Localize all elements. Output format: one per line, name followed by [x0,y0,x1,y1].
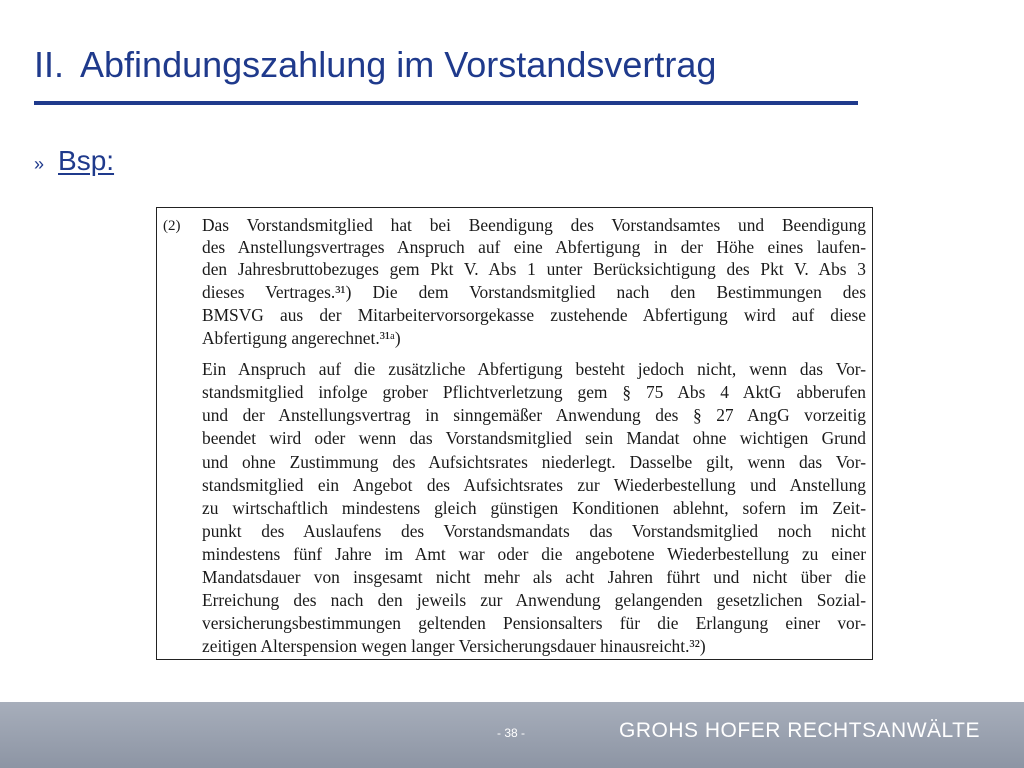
firm-logo: GROHS HOFER RECHTSANWÄLTE [619,719,980,742]
bullet-item [34,145,114,177]
excerpt-line: beendet wird oder wenn das Vorstandsmitglied sein Mandat ohne wichtigen Grund [202,428,866,448]
title-text: Abfindungszahlung im Vorstandsvertrag [80,44,717,85]
bullet-text: Bsp: [58,145,115,176]
excerpt-line: Erreichung des nach den jeweils zur Anwendung gelangenden gesetzlichen Sozial- [202,590,866,610]
excerpt-line: des Anstellungsvertrages Anspruch auf eine Abfertigung in der Höhe eines laufen- [202,237,866,257]
excerpt-line: zeitigen Alterspension wegen langer Versicherungsdauer hinausreicht.³²) [202,636,706,656]
title-underline [34,101,858,105]
excerpt-line: Mandatsdauer von insgesamt nicht mehr als acht Jahren führt und nicht über die [202,567,866,587]
excerpt-line: Abfertigung angerechnet.³¹ᵃ) [202,328,401,348]
excerpt-line: BMSVG aus der Mitarbeitervorsorgekasse zustehende Abfertigung wird auf diese [202,305,866,325]
bullet-marker: » [34,154,45,174]
excerpt-line: und der Anstellungsvertrag in sinngemäßer Anwendung des § 27 AngG vorzeitig [202,405,866,425]
excerpt-line: und ohne Zustimmung des Aufsichtsrates niederlegt. Dasselbe gilt, wenn das Vor- [202,452,866,472]
excerpt-line: dieses Vertrages.³¹) Die dem Vorstandsmitglied nach den Bestimmungen des [202,282,866,302]
section-number: II. [34,44,65,85]
contract-excerpt [156,207,873,660]
excerpt-line: Ein Anspruch auf die zusätzliche Abfertigung besteht jedoch nicht, wenn das Vor- [202,359,866,379]
page-number: - 38 - [496,726,525,740]
footer-bar [0,702,1024,768]
excerpt-line: zu wirtschaftlich mindestens gleich günstigen Konditionen ablehnt, sofern im Zeit- [202,498,866,518]
excerpt-line: den Jahresbruttobezuges gem Pkt V. Abs 1 unter Berücksichtigung des Pkt V. Abs 3 [202,259,866,279]
excerpt-line: standsmitglied infolge grober Pflichtverletzung gem § 75 Abs 4 AktG abberufen [202,382,866,402]
excerpt-line: mindestens fünf Jahre im Amt war oder die angebotene Wiederbestellung zu einer [202,544,866,564]
excerpt-line: punkt des Auslaufens des Vorstandsmandats das Vorstandsmitglied noch nicht [202,521,866,541]
excerpt-line: Das Vorstandsmitglied hat bei Beendigung des Vorstandsamtes und Beendigung [202,215,866,235]
slide-title [34,44,716,86]
excerpt-line: standsmitglied ein Angebot des Aufsichtsrates zur Wiederbestellung und Anstellung [202,475,866,495]
excerpt-line: versicherungsbestimmungen geltenden Pensionsalters für die Erlangung einer vor- [202,613,866,633]
paragraph-number: (2) [163,218,181,234]
